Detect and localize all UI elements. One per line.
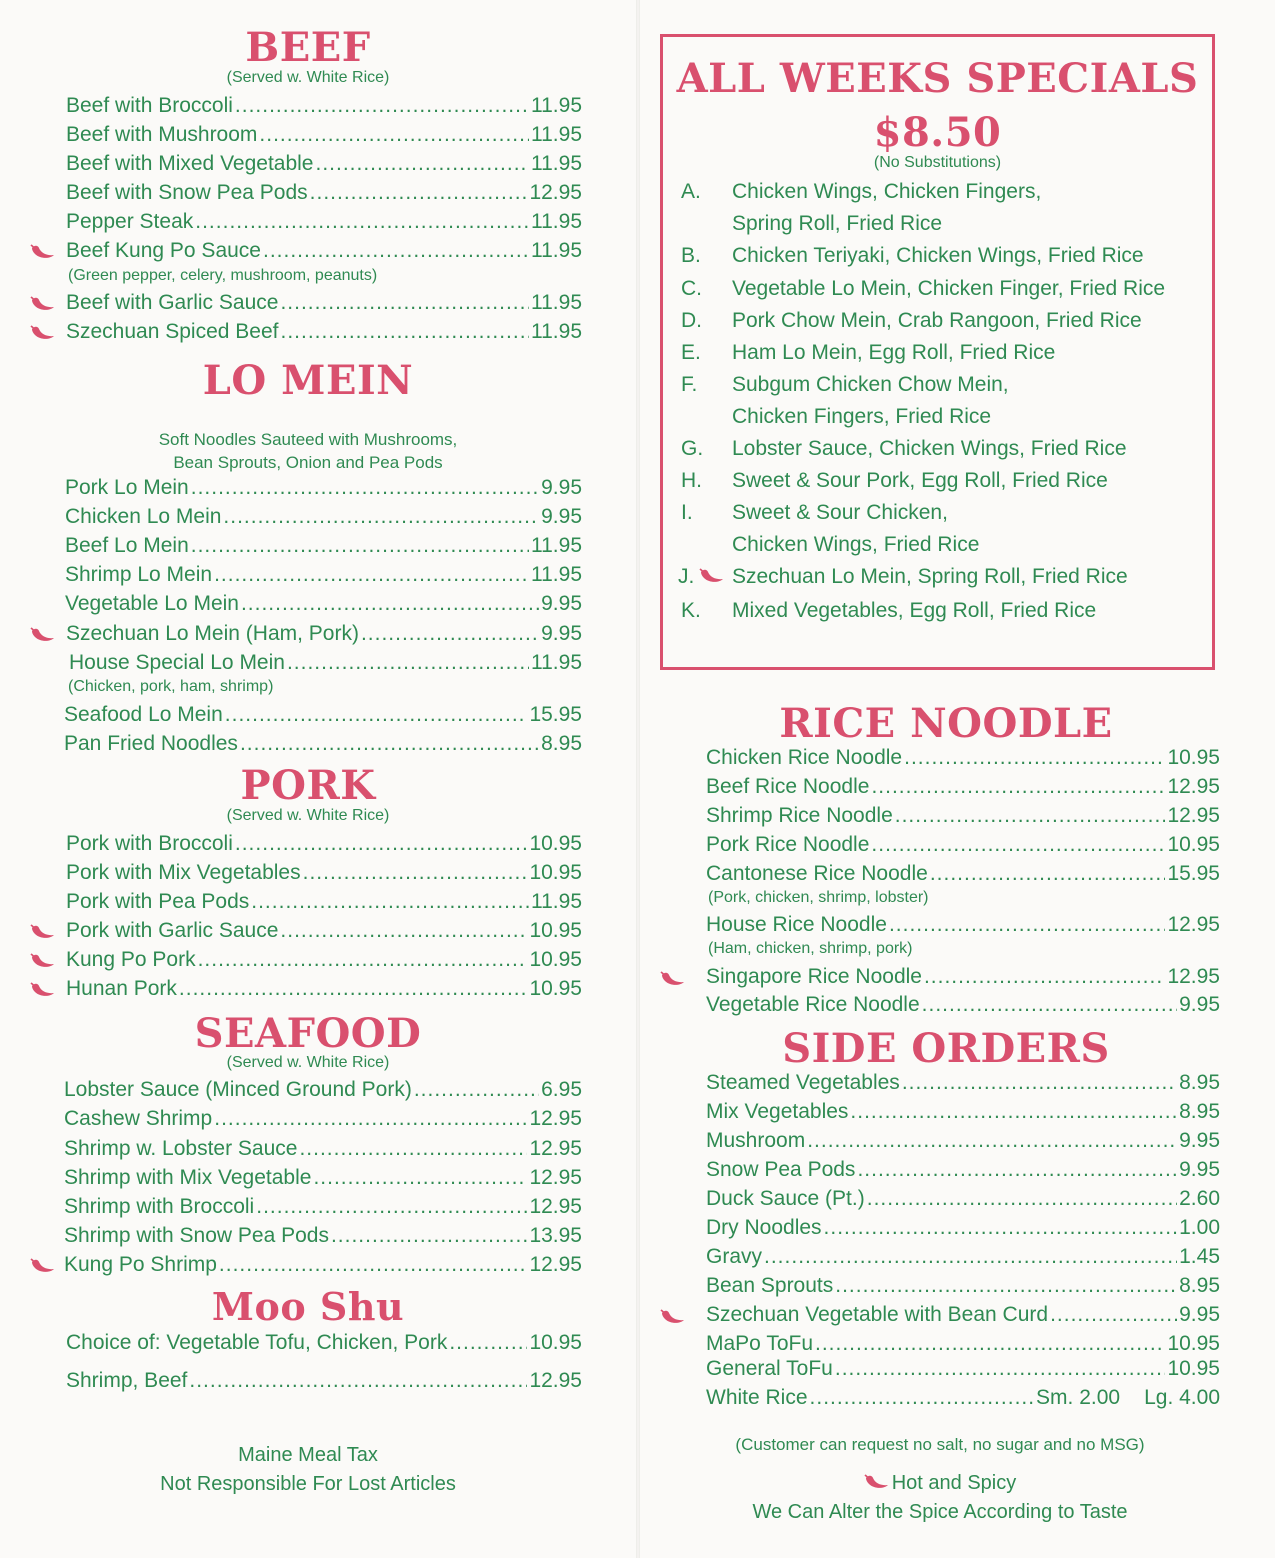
chili-pepper-icon [30,627,56,643]
dot-leader [219,1253,528,1277]
side-orders-heading: SIDE ORDERS [782,1025,1110,1072]
special-line: Lobster Sauce, Chicken Wings, Fried Rice [732,437,1127,460]
item-name: Pork with Broccoli [66,832,233,855]
special-letter: C. [681,277,702,300]
special-line: Chicken Wings, Chicken Fingers, [732,180,1042,203]
special-line: Chicken Teriyaki, Chicken Wings, Fried Rice [732,244,1144,267]
item-price: 10.95 [529,1331,582,1354]
menu-item [706,913,1220,939]
dot-leader [287,651,529,675]
item-name: Snow Pea Pods [706,1158,856,1181]
item-name: Beef with Mushroom [66,123,258,146]
item-price: 8.95 [541,732,582,755]
special-letter: H. [681,469,702,492]
menu-item [65,592,582,618]
item-price: 12.95 [529,1195,582,1218]
seafood-heading: SEAFOOD [194,1010,422,1057]
menu-item [66,239,582,265]
item-price: 9.95 [541,622,582,645]
item-name: Hunan Pork [66,977,177,1000]
item-name: Szechuan Vegetable with Bean Curd [706,1303,1049,1326]
dot-leader [191,476,539,500]
item-name: Dry Noodles [706,1216,822,1239]
item-name: House Special Lo Mein [69,651,285,674]
item-name: General ToFu [706,1357,833,1380]
dot-leader [313,1166,527,1190]
dot-leader [889,913,1166,937]
rice-noodle-heading: RICE NOODLE [779,700,1113,747]
dot-leader [223,505,539,529]
item-name: Duck Sauce (Pt.) [706,1187,865,1210]
special-line: Chicken Fingers, Fried Rice [732,405,992,428]
item-price: 9.95 [1179,1303,1220,1326]
menu-item [66,977,582,1003]
item-price: 10.95 [1167,1332,1220,1355]
spicy-legend [666,1472,1214,1495]
item-price: 15.95 [1167,862,1220,885]
menu-item [66,181,582,207]
menu-item [66,861,582,887]
item-price: 13.95 [529,1224,582,1247]
chili-pepper-icon [30,1258,56,1274]
item-name: Cashew Shrimp [64,1107,213,1130]
spicy-legend-label: Hot and Spicy [891,1472,1017,1494]
menu-item [66,832,582,858]
menu-item [66,948,582,974]
menu-item [706,1274,1220,1300]
dot-leader [280,291,529,315]
menu-item [66,1369,582,1395]
item-name: Seafood Lo Mein [64,703,223,726]
special-line: Mixed Vegetables, Egg Roll, Fried Rice [732,599,1097,622]
dot-leader [259,123,529,147]
item-note: (Green pepper, celery, mushroom, peanuts) [68,267,378,284]
item-price: 1.45 [1179,1245,1220,1268]
dot-leader [310,181,528,205]
menu-item [706,1158,1220,1184]
item-name: Shrimp with Snow Pea Pods [64,1224,329,1247]
chili-pepper-icon [699,568,725,584]
special-letter: D. [681,309,702,332]
menu-item [64,1253,582,1279]
dot-leader [303,861,528,885]
item-price: 9.95 [541,476,582,499]
item-name: Pork with Pea Pods [66,890,250,913]
special-line: Subgum Chicken Chow Mein, [732,373,1009,396]
dot-leader [225,703,528,727]
dot-leader [824,1216,1178,1240]
dot-leader [904,746,1165,770]
dot-leader [235,832,528,856]
menu-item [64,1137,582,1163]
chili-pepper-icon [660,971,686,987]
menu-item [66,320,582,346]
menu-item [706,1100,1220,1126]
lost-articles-note: Not Responsible For Lost Articles [160,1473,456,1495]
item-name: Bean Sprouts [706,1274,834,1297]
item-price: 12.95 [529,1137,582,1160]
dot-leader [414,1078,539,1102]
menu-item [706,993,1220,1019]
dot-leader [361,622,539,646]
dot-leader [902,1071,1177,1095]
pork-subtitle: (Served w. White Rice) [226,807,390,824]
item-name: White Rice [706,1386,808,1409]
item-price: 6.95 [541,1078,582,1101]
item-name: Vegetable Lo Mein [65,592,239,615]
menu-item [64,1224,582,1250]
item-price: 12.95 [529,1107,582,1130]
item-name: Pork with Mix Vegetables [66,861,301,884]
special-line: Sweet & Sour Pork, Egg Roll, Fried Rice [732,469,1108,492]
dot-leader [895,804,1166,828]
item-price: 11.95 [531,890,582,913]
item-price: 1.00 [1179,1216,1220,1239]
item-price: 8.95 [1179,1071,1220,1094]
menu-item [706,1216,1220,1242]
dot-leader [214,1107,527,1131]
menu-item [66,1331,582,1357]
item-name: Beef with Mixed Vegetable [66,152,314,175]
menu-item [65,534,582,560]
seafood-subtitle: (Served w. White Rice) [226,1054,390,1071]
chili-pepper-icon [864,1474,890,1490]
specials-note: (No Substitutions) [873,154,1002,171]
item-price: 11.95 [531,152,582,175]
dot-leader [922,993,1177,1017]
dot-leader [764,1245,1177,1269]
dot-leader [280,320,529,344]
special-letter: J. [678,565,695,588]
menu-item [706,862,1220,888]
item-name: Pepper Steak [66,210,194,233]
item-name: Beef Lo Mein [65,534,189,557]
menu-item [65,563,582,589]
item-name: MaPo ToFu [706,1332,813,1355]
item-name: Shrimp Rice Noodle [706,804,893,827]
item-name: Chicken Lo Mein [65,505,222,528]
item-price: 11.95 [531,291,582,314]
dot-leader [810,1386,1035,1410]
chili-pepper-icon [660,1309,686,1325]
item-name: Beef Kung Po Sauce [66,239,261,262]
menu-item [706,965,1220,991]
item-price: 8.95 [1179,1100,1220,1123]
special-letter: F. [681,373,698,396]
item-price: 9.95 [1179,993,1220,1016]
dot-leader [867,1187,1177,1211]
special-line: Sweet & Sour Chicken, [732,501,948,524]
item-price: 12.95 [1167,775,1220,798]
special-letter: G. [681,437,704,460]
item-name: Beef with Broccoli [66,94,233,117]
item-price: 10.95 [529,832,582,855]
lo-mein-description-1: Soft Noodles Sauteed with Mushrooms, [158,430,458,449]
item-name: Cantonese Rice Noodle [706,862,928,885]
item-note: (Pork, chicken, shrimp, lobster) [708,889,929,906]
dot-leader [871,775,1165,799]
item-name: Szechuan Lo Mein (Ham, Pork) [66,622,359,645]
dot-leader [251,890,529,914]
menu-item [69,651,582,677]
special-line: Ham Lo Mein, Egg Roll, Fried Rice [732,341,1056,364]
menu-item [706,1303,1220,1329]
chili-pepper-icon [30,924,56,940]
page-fold [636,0,640,1558]
item-name: Pork Lo Mein [65,476,189,499]
dot-leader [241,592,539,616]
menu-item [706,746,1220,772]
dot-leader [299,1137,527,1161]
dot-leader [857,1158,1177,1182]
item-name: Szechuan Spiced Beef [66,320,279,343]
dot-leader [930,862,1166,886]
menu-item [65,476,582,502]
menu-item [65,505,582,531]
special-line: Chicken Wings, Fried Rice [732,533,980,556]
menu-item [706,1332,1220,1358]
menu-item [66,210,582,236]
item-name: Kung Po Pork [66,948,196,971]
special-letter: E. [681,341,701,364]
item-name: Chicken Rice Noodle [706,746,903,769]
menu-item [706,1357,1220,1383]
menu-item [66,152,582,178]
item-name: Steamed Vegetables [706,1071,900,1094]
menu-item [706,1071,1220,1097]
dot-leader [189,1369,527,1393]
special-line: Spring Roll, Fried Rice [732,212,943,235]
dot-leader [835,1274,1177,1298]
dot-leader [871,833,1165,857]
dot-leader [850,1100,1177,1124]
dot-leader [240,732,539,756]
item-name: Pan Fried Noodles [64,732,238,755]
item-price: 15.95 [529,703,582,726]
dot-leader [263,239,529,263]
item-price-small: Sm. 2.00 [1036,1386,1121,1409]
specials-price: $8.50 [873,109,1002,156]
dot-leader [924,965,1165,989]
no-msg-note: (Customer can request no salt, no sugar and no MSG) [735,1435,1145,1454]
dot-leader [807,1129,1177,1153]
menu-item [706,1129,1220,1155]
item-name: Shrimp with Mix Vegetable [64,1166,312,1189]
item-name: Pork with Garlic Sauce [66,919,279,942]
special-letter: K. [681,599,701,622]
item-price: 9.95 [1179,1158,1220,1181]
menu-item [706,833,1220,859]
dot-leader [280,919,527,943]
meal-tax-note: Maine Meal Tax [238,1444,378,1466]
dot-leader [198,948,528,972]
spice-alter-note: We Can Alter the Spice According to Taste [752,1501,1128,1523]
chili-pepper-icon [30,296,56,312]
menu-item [706,1245,1220,1271]
dot-leader [1050,1303,1177,1327]
chili-pepper-icon [30,982,56,998]
item-price: 10.95 [529,861,582,884]
special-letter: B. [681,244,701,267]
item-price: 12.95 [529,1166,582,1189]
item-price: 10.95 [529,977,582,1000]
item-price: 10.95 [1167,746,1220,769]
item-name: Beef Rice Noodle [706,775,870,798]
dot-leader [195,210,529,234]
item-name: Shrimp Lo Mein [65,563,213,586]
item-name: Singapore Rice Noodle [706,965,922,988]
dot-leader [214,563,529,587]
item-price: 8.95 [1179,1274,1220,1297]
dot-leader [331,1224,527,1248]
item-price: 9.95 [1179,1129,1220,1152]
special-letter: I. [681,501,693,524]
item-name: Beef with Garlic Sauce [66,291,279,314]
item-name: Mushroom [706,1129,806,1152]
pork-heading: PORK [240,762,376,809]
item-name: House Rice Noodle [706,913,887,936]
item-price: 12.95 [529,1369,582,1392]
item-price-large: Lg. 4.00 [1144,1386,1220,1409]
dot-leader [179,977,528,1001]
item-price: 11.95 [531,320,582,343]
item-name: Beef with Snow Pea Pods [66,181,308,204]
item-price: 11.95 [531,94,582,117]
menu-item [66,123,582,149]
moo-shu-heading: Moo Shu [211,1284,405,1329]
menu-item [64,1107,582,1133]
dot-leader [256,1195,527,1219]
lo-mein-description-2: Bean Sprouts, Onion and Pea Pods [173,453,443,472]
specials-box [660,34,1215,670]
menu-item [66,291,582,317]
menu-item [66,919,582,945]
chili-pepper-icon [30,244,56,260]
dot-leader [316,152,530,176]
item-price: 12.95 [1167,965,1220,988]
lo-mein-heading: LO MEIN [202,357,414,404]
item-price: 9.95 [541,505,582,528]
special-line: Szechuan Lo Mein, Spring Roll, Fried Rice [732,565,1128,588]
item-note: (Ham, chicken, shrimp, pork) [708,940,913,957]
item-price: 11.95 [531,563,582,586]
menu-item [64,732,582,758]
item-price: 2.60 [1179,1187,1220,1210]
item-price: 12.95 [1167,913,1220,936]
menu-item [66,94,582,120]
item-price: 12.95 [1167,804,1220,827]
menu-item [706,1187,1220,1213]
beef-subtitle: (Served w. White Rice) [226,69,390,86]
menu-item [706,804,1220,830]
menu-item [64,1166,582,1192]
dot-leader [191,534,529,558]
item-price: 12.95 [529,1253,582,1276]
specials-heading: ALL WEEKS SPECIALS [676,55,1199,102]
item-name: Lobster Sauce (Minced Ground Pork) [64,1078,412,1101]
menu-item [64,1195,582,1221]
item-price: 9.95 [541,592,582,615]
menu-item [66,890,582,916]
beef-heading: BEEF [245,24,371,71]
dot-leader [235,94,529,118]
dot-leader [815,1332,1165,1356]
item-name: Kung Po Shrimp [64,1253,217,1276]
item-price: 10.95 [1167,1357,1220,1380]
item-price: 11.95 [531,239,582,262]
chili-pepper-icon [30,953,56,969]
item-name: Shrimp w. Lobster Sauce [64,1137,298,1160]
special-letter: A. [681,180,701,203]
item-price: 11.95 [531,210,582,233]
item-price: 10.95 [529,948,582,971]
menu-item [706,1386,1220,1412]
item-name: Shrimp with Broccoli [64,1195,255,1218]
item-price: 10.95 [1167,833,1220,856]
item-note: (Chicken, pork, ham, shrimp) [68,678,274,695]
menu-item [64,703,582,729]
special-line: Pork Chow Mein, Crab Rangoon, Fried Rice [732,309,1142,332]
chili-pepper-icon [30,325,56,341]
item-name: Vegetable Rice Noodle [706,993,920,1016]
item-name: Shrimp, Beef [66,1369,188,1392]
item-price: 12.95 [529,181,582,204]
menu-item [66,622,582,648]
item-price: 11.95 [531,651,582,674]
item-name: Gravy [706,1245,763,1268]
menu-item [64,1078,582,1104]
dot-leader [449,1331,527,1355]
menu-item [706,775,1220,801]
item-name: Pork Rice Noodle [706,833,870,856]
item-price: 11.95 [531,534,582,557]
special-line: Vegetable Lo Mein, Chicken Finger, Fried Rice [732,277,1166,300]
item-price: 11.95 [531,123,582,146]
dot-leader [835,1357,1166,1381]
item-name: Choice of: Vegetable Tofu, Chicken, Pork [66,1331,448,1354]
item-price: 10.95 [529,919,582,942]
item-name: Mix Vegetables [706,1100,849,1123]
